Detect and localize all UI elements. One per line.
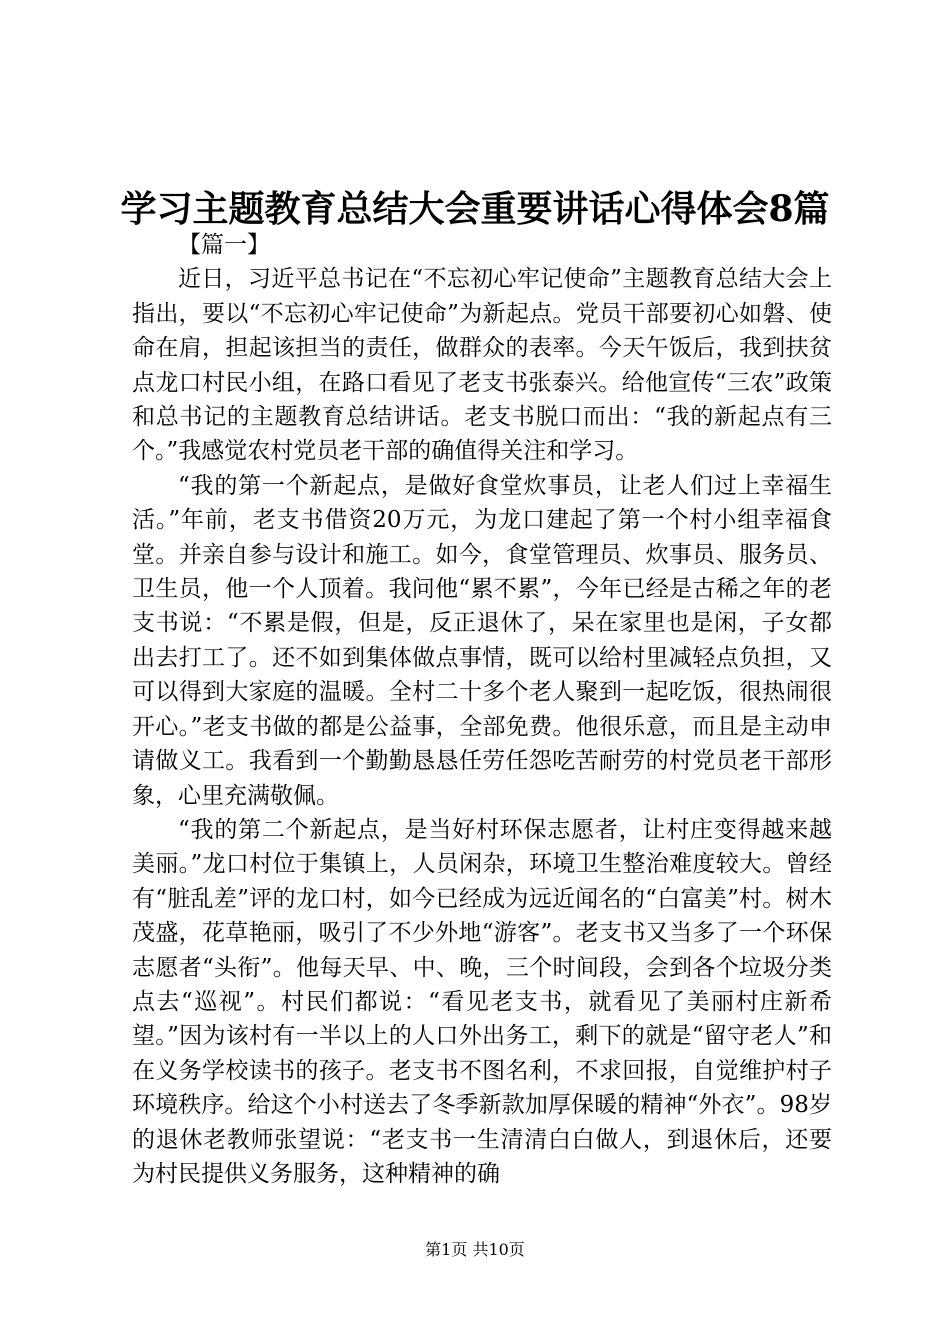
paragraph-3: “我的第二个新起点，是当好村环保志愿者，让村庄变得越来越美丽。”龙口村位于集镇上，人员闲杂，环境卫生整治难度较大。曾经有“脏乱差”评的龙口村，如今已经成为远近闻名的“白富美”村。树木茂盛，花草艳丽，吸引了不少外地“游客”。老支书又当多了一个环保志愿者“头衔”。他每天早、中、晚，三个时间段，会到各个垃圾分类点去“巡视”。村民们都说：“看见老支书，就看见了美丽村庄新希望。”因为该村有一半以上的人口外出务工，剩下的就是“留守老人”和在义务学校读书的孩子。老支书不图名利，不求回报，自觉维护村子环境秩序。给这个小村送去了冬季新款加厚保暖的精神“外衣”。98岁的退休老教师张望说：“老支书一生清清白白做人，到退休后，还要为村民提供义务服务，这种精神的确 <box>132 816 832 1187</box>
document-title: 学习主题教育总结大会重要讲话心得体会8篇 <box>120 188 830 230</box>
document-body <box>132 228 832 1191</box>
paragraph-2: “我的第一个新起点，是做好食堂炊事员，让老人们过上幸福生活。”年前，老支书借资20万元，为龙口建起了第一个村小组幸福食堂。并亲自参与设计和施工。如今，食堂管理员、炊事员、服务员、卫生员，他一个人顶着。我问他“累不累”，今年已经是古稀之年的老支书说：“不累是假，但是，反正退休了，呆在家里也是闲，子女都出去打工了。还不如到集体做点事情，既可以给村里减轻点负担，又可以得到大家庭的温暖。全村二十多个老人聚到一起吃饭，很热闹很开心。”老支书做的都是公益事，全部免费。他很乐意，而且是主动申请做义工。我看到一个勤勤恳恳任劳任怨吃苦耐劳的村党员老干部形象，心里充满敬佩。 <box>132 472 832 809</box>
paragraph-1: 近日，习近平总书记在“不忘初心牢记使命”主题教育总结大会上指出，要以“不忘初心牢记使命”为新起点。党员干部要初心如磐、使命在肩，担起该担当的责任，做群众的表率。今天午饭后，我到扶贫点龙口村民小组，在路口看见了老支书张泰兴。给他宣传“三农”政策和总书记的主题教育总结讲话。老支书脱口而出：“我的新起点有三个。”我感觉农村党员老干部的确值得关注和学习。 <box>132 266 832 465</box>
page-footer: 第1页 共10页 <box>425 1240 525 1259</box>
section-label: 【篇一】 <box>178 232 270 258</box>
